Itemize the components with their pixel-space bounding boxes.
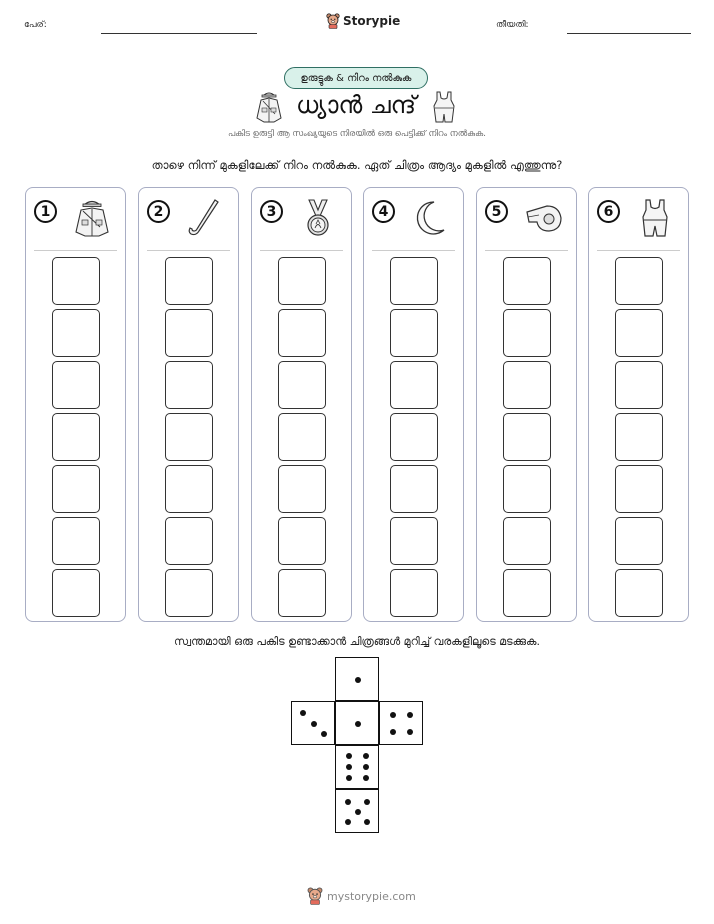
dice-pip [390, 729, 396, 735]
column-number: 2 [147, 200, 170, 223]
bear-logo-icon [326, 13, 340, 29]
color-box[interactable] [390, 361, 438, 409]
fold-instruction: സ്വന്തമായി ഒരു പകിട ഉണ്ടാക്കാൻ ചിത്രങ്ങൾ മുറിച്ച് വരകളിലൂടെ മടക്കുക. [174, 635, 540, 648]
dice-face-center [335, 701, 379, 745]
dice-pip [300, 710, 306, 716]
dice-pip [407, 712, 413, 718]
color-box[interactable] [165, 309, 213, 357]
color-box[interactable] [52, 569, 100, 617]
column-2 [138, 187, 239, 622]
color-box[interactable] [390, 413, 438, 461]
activity-pill [284, 67, 428, 89]
sports-jersey-title-icon [431, 90, 457, 124]
color-box[interactable] [615, 361, 663, 409]
color-box[interactable] [52, 361, 100, 409]
dice-face-left [291, 701, 335, 745]
column-1 [25, 187, 126, 622]
dice-pip [364, 819, 370, 825]
color-box[interactable] [278, 517, 326, 565]
date-line [567, 33, 691, 34]
instruction-subtitle: പകിട ഉരുട്ടി ആ സംഖ്യയുടെ നിരയിൽ ഒരു പെട്ടിക്ക് നിറം നൽകുക. [228, 129, 486, 139]
column-5 [476, 187, 577, 622]
color-box[interactable] [278, 257, 326, 305]
dice-face-bottom [335, 789, 379, 833]
dice-pip [321, 731, 327, 737]
dice-pip [364, 799, 370, 805]
whistle-icon [523, 198, 563, 238]
question-text: താഴെ നിന്ന് മുകളിലേക്ക് നിറം നൽകുക. ഏത് ചിത്രം ആദ്യം മുകളിൽ എത്തുന്നു? [151, 158, 563, 172]
sports-jersey-icon [635, 198, 675, 238]
footer [307, 887, 416, 905]
color-box[interactable] [390, 257, 438, 305]
color-box[interactable] [503, 569, 551, 617]
activity-pill-label: ഉരുട്ടുക & നിറം നൽകുക [300, 72, 412, 84]
name-label: പേര്: [24, 20, 47, 30]
dice-pip [407, 729, 413, 735]
dice-pip [346, 775, 352, 781]
footer-site[interactable]: mystorypie.com [327, 889, 416, 903]
date-label: തീയതി: [496, 20, 529, 30]
brand-logo [326, 13, 400, 29]
dice-pip [346, 764, 352, 770]
color-box[interactable] [278, 569, 326, 617]
dice-pip [363, 764, 369, 770]
column-number: 1 [34, 200, 57, 223]
dice-pip [346, 753, 352, 759]
column-4 [363, 187, 464, 622]
color-box[interactable] [390, 517, 438, 565]
column-divider [485, 250, 568, 251]
color-box[interactable] [52, 309, 100, 357]
color-box[interactable] [390, 309, 438, 357]
color-box[interactable] [165, 413, 213, 461]
column-divider [597, 250, 680, 251]
color-box[interactable] [503, 465, 551, 513]
column-divider [372, 250, 455, 251]
hockey-stick-icon [185, 198, 225, 238]
color-box[interactable] [278, 309, 326, 357]
dice-pip [345, 819, 351, 825]
dice-face-lower [335, 745, 379, 789]
dice-pip [355, 809, 361, 815]
dice-pip [363, 753, 369, 759]
dice-pip [363, 775, 369, 781]
color-box[interactable] [503, 257, 551, 305]
color-box[interactable] [615, 517, 663, 565]
color-box[interactable] [52, 413, 100, 461]
color-box[interactable] [503, 361, 551, 409]
dice-pip [345, 799, 351, 805]
color-box[interactable] [615, 309, 663, 357]
column-number: 3 [260, 200, 283, 223]
column-divider [147, 250, 230, 251]
uniform-jacket-title-icon [254, 90, 284, 124]
color-box[interactable] [165, 569, 213, 617]
color-box[interactable] [165, 257, 213, 305]
color-box[interactable] [165, 361, 213, 409]
crescent-moon-icon [410, 198, 450, 238]
color-box[interactable] [390, 569, 438, 617]
color-box[interactable] [278, 465, 326, 513]
color-box[interactable] [615, 257, 663, 305]
color-box[interactable] [52, 257, 100, 305]
dice-pip [355, 721, 361, 727]
dice-pip [355, 677, 361, 683]
column-3 [251, 187, 352, 622]
color-box[interactable] [503, 309, 551, 357]
brand-name: Storypie [343, 14, 401, 28]
color-box[interactable] [615, 413, 663, 461]
uniform-jacket-icon [72, 198, 112, 238]
color-box[interactable] [52, 517, 100, 565]
color-box[interactable] [503, 413, 551, 461]
name-line [101, 33, 257, 34]
color-box[interactable] [278, 413, 326, 461]
column-divider [34, 250, 117, 251]
color-box[interactable] [615, 465, 663, 513]
dice-pip [311, 721, 317, 727]
medal-icon [298, 198, 338, 238]
column-number: 6 [597, 200, 620, 223]
column-number: 4 [372, 200, 395, 223]
color-box[interactable] [278, 361, 326, 409]
dice-pip [390, 712, 396, 718]
color-box[interactable] [165, 465, 213, 513]
color-box[interactable] [390, 465, 438, 513]
column-divider [260, 250, 343, 251]
dice-face-right [379, 701, 423, 745]
color-box[interactable] [503, 517, 551, 565]
bear-logo-icon [307, 887, 323, 905]
color-box[interactable] [165, 517, 213, 565]
column-6 [588, 187, 689, 622]
color-box[interactable] [615, 569, 663, 617]
color-box[interactable] [52, 465, 100, 513]
page-title: ധ്യാൻ ചന്ദ് [295, 91, 417, 119]
dice-face-top [335, 657, 379, 701]
column-number: 5 [485, 200, 508, 223]
